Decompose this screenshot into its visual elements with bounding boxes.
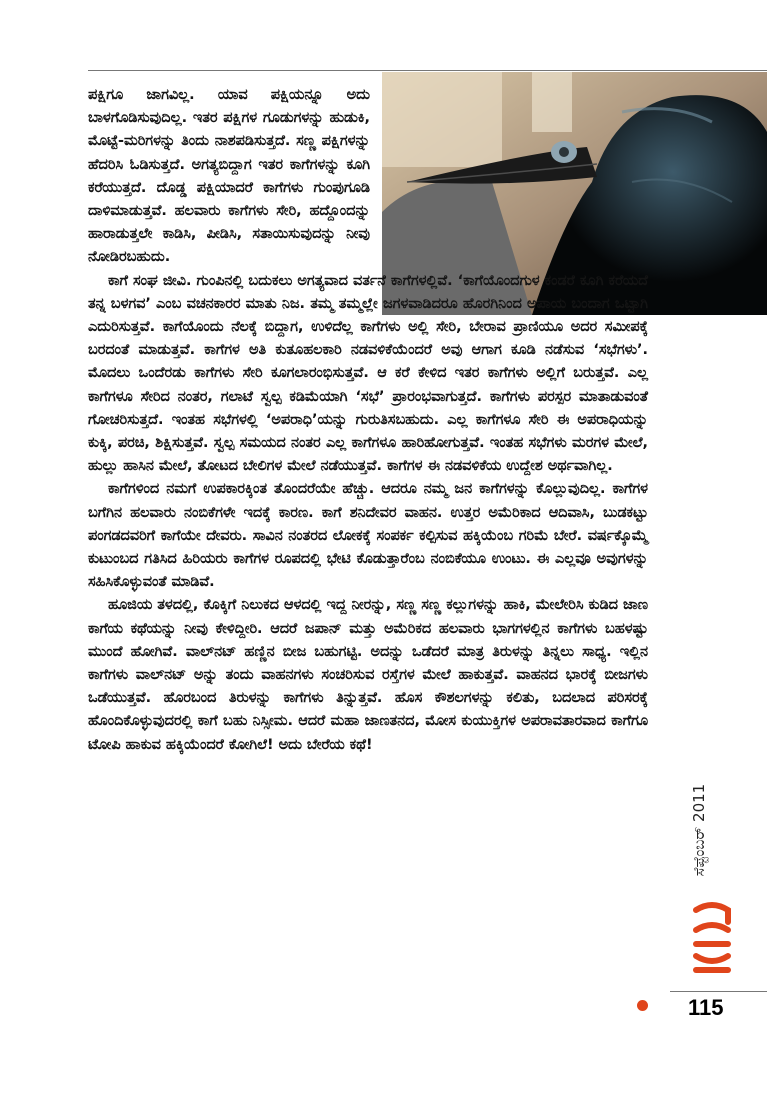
paragraph-crow-society-start: ಕಾಗೆ ಸಂಘ ಜೀವಿ. ಗುಂಪಿನಲ್ಲಿ ಬದುಕಲು [108, 272, 293, 289]
paragraph-beliefs: ಕಾಗೆಗಳಿಂದ ನಮಗೆ ಉಪಕಾರಕ್ಕಿಂತ ತೊಂದರೆಯೇ ಹೆಚ್ಚು. ಆದರೂ ನಮ್ಮ ಜನ ಕಾಗೆಗಳನ್ನು ಕೊಲ್ಲುವುದಿಲ್ಲ. ಕಾಗೆಗಳ ಬಗೆಗಿನ ಹಲವಾರು ನಂಬಿಕೆಗಳೇ ಇದಕ್ಕೆ ಕಾರಣ. ಕಾಗೆ ಶನಿದೇವರ ವಾಹನ. ಉತ್ತರ ಅಮೆರಿಕಾದ ಆದಿವಾಸಿ, ಬುಡಕಟ್ಟು ಪಂಗಡದವರಿಗೆ ಕಾಗೆಯೇ ದೇವರು. ಸಾವಿನ ನಂತರದ ಲೋಕಕ್ಕೆ ಸಂಪರ್ಕ ಕಲ್ಪಿಸುವ ಹಕ್ಕಿಯೆಂಬ ಗರಿಮೆ ಬೇರೆ. ವರ್ಷಕ್ಕೊಮ್ಮೆ ಕುಟುಂಬದ ಗತಿಸಿದ ಹಿರಿಯರು ಕಾಗೆಗಳ ರೂಪದಲ್ಲಿ ಭೇಟಿ ಕೊಡುತ್ತಾರೆಂಬ ನಂಬಿಕೆಯೂ ಉಂಟು. ಈ ಎಲ್ಲವೂ ಅವುಗಳನ್ನು ಸಹಿಸಿಕೊಳ್ಳುವಂತೆ ಮಾಡಿವೆ. [88, 481, 648, 591]
paragraph-crow-society [88, 270, 648, 479]
issue-date [689, 770, 709, 890]
footer-rule [670, 991, 767, 992]
article-body [88, 84, 648, 757]
paragraph-crow-society-rest: ಅಗತ್ಯವಾದ ವರ್ತನೆ ಕಾಗೆಗಳಲ್ಲಿವೆ. ‘ಕಾಗೆಯೊಂದಗುಳ ಕಂಡರೆ ಕೂಗಿ ಕರೆಯದೆ ತನ್ನ ಬಳಗವ’ ಎಂಬ ವಚನಕಾರರ ಮಾತು ನಿಜ. ತಮ್ಮ ತಮ್ಮಲ್ಲೇ ಜಗಳವಾಡಿದರೂ ಹೊರಗಿನಿಂದ ಅಪಾಯ ಬಂದಾಗ ಒಟ್ಟಾಗಿ ಎದುರಿಸುತ್ತವೆ. ಕಾಗೆಯೊಂದು ನೆಲಕ್ಕೆ ಬಿದ್ದಾಗ, ಉಳಿದೆಲ್ಲ ಕಾಗೆಗಳು ಅಲ್ಲಿ ಸೇರಿ, ಬೇರಾವ ಪ್ರಾಣಿಯೂ ಅದರ ಸಮೀಪಕ್ಕೆ ಬರದಂತೆ ಮಾಡುತ್ತವೆ. ಕಾಗೆಗಳ ಅತಿ ಕುತೂಹಲಕಾರಿ ನಡವಳಿಕೆಯೆಂದರೆ ಅವು ಆಗಾಗ ಕೂಡಿ ನಡೆಸುವ ‘ಸಭೆಗಳು’. ಮೊದಲು ಒಂದೆರಡು ಕಾಗೆಗಳು ಸೇರಿ ಕೂಗಲಾರಂಭಿಸುತ್ತವೆ. ಆ ಕರೆ ಕೇಳಿದ ಇತರ ಕಾಗೆಗಳು ಅಲ್ಲಿಗೆ ಬರುತ್ತವೆ. ಎಲ್ಲ ಕಾಗೆಗಳೂ ಸೇರಿದ ನಂತರ, ಗಲಾಟೆ ಸ್ವಲ್ಪ ಕಡಿಮೆಯಾಗಿ ‘ಸಭೆ’ ಪ್ರಾರಂಭವಾಗುತ್ತದೆ. ಕಾಗೆಗಳು ಪರಸ್ಪರ ಮಾತಾಡುವಂತೆ ಗೋಚರಿಸುತ್ತದೆ. ಇಂತಹ ಸಭೆಗಳಲ್ಲಿ ‘ಅಪರಾಧಿ’ಯನ್ನು ಗುರುತಿಸಬಹುದು. ಎಲ್ಲ ಕಾಗೆಗಳೂ ಸೇರಿ ಈ ಅಪರಾಧಿಯನ್ನು ಕುಕ್ಕಿ, ಪರಚಿ, ಶಿಕ್ಷಿಸುತ್ತವೆ. ಸ್ವಲ್ಪ ಸಮಯದ ನಂತರ ಎಲ್ಲ ಕಾಗೆಗಳೂ ಹಾರಿಹೋಗುತ್ತವೆ. ಇಂತಹ ಸಭೆಗಳು ಮರಗಳ ಮೇಲೆ, ಹುಲ್ಲು ಹಾಸಿನ ಮೇಲೆ, ತೋಟದ ಬೇಲಿಗಳ ಮೇಲೆ ನಡೆಯುತ್ತವೆ. ಕಾಗೆಗಳ ಈ ನಡವಳಿಕೆಯ ಉದ್ದೇಶ ಅರ್ಥವಾಗಿಲ್ಲ. [88, 272, 648, 475]
paragraph-intro: ಪಕ್ಷಿಗೂ ಜಾಗವಿಲ್ಲ. ಯಾವ ಪಕ್ಷಿಯನ್ನೂ ಅದು ಬಾಳಗೊಡಿಸುವುದಿಲ್ಲ. ಇತರ ಪಕ್ಷಿಗಳ ಗೂಡುಗಳನ್ನು ಹುಡುಕಿ, ಮೊಟ್ಟೆ-ಮರಿಗಳನ್ನು ತಿಂದು ನಾಶಪಡಿಸುತ್ತದೆ. ಸಣ್ಣ ಪಕ್ಷಿಗಳನ್ನು ಹೆದರಿಸಿ ಓಡಿಸುತ್ತದೆ. ಅಗತ್ಯಬಿದ್ದಾಗ ಇತರ ಕಾಗೆಗಳನ್ನು ಕೂಗಿ ಕರೆಯುತ್ತದೆ. ದೊಡ್ಡ ಪಕ್ಷಿಯಾದರೆ ಕಾಗೆಗಳು ಗುಂಪುಗೂಡಿ ದಾಳಿಮಾಡುತ್ತವೆ. ಹಲವಾರು ಕಾಗೆಗಳು ಸೇರಿ, ಹದ್ದೊಂದನ್ನು ಹಾರಾಡುತ್ತಲೇ ಕಾಡಿಸಿ, ಪೀಡಿಸಿ, ಸತಾಯಿಸುವುದನ್ನು ನೀವು ನೋಡಿರಬಹುದು. [88, 87, 370, 266]
paragraph-walnut: ಹೂಜಿಯ ತಳದಲ್ಲಿ, ಕೊಕ್ಕಿಗೆ ನಿಲುಕದ ಆಳದಲ್ಲಿ ಇದ್ದ ನೀರನ್ನು, ಸಣ್ಣ ಸಣ್ಣ ಕಲ್ಲುಗಳನ್ನು ಹಾಕಿ, ಮೇಲೇರಿಸಿ ಕುಡಿದ ಜಾಣ ಕಾಗೆಯ ಕಥೆಯನ್ನು ನೀವು ಕೇಳಿದ್ದೀರಿ. ಆದರೆ ಜಪಾನ್ ಮತ್ತು ಅಮೆರಿಕದ ಹಲವಾರು ಭಾಗಗಳಲ್ಲಿನ ಕಾಗೆಗಳು ಬಹಳಷ್ಟು ಮುಂದೆ ಹೋಗಿವೆ. ವಾಲ್‌ನಟ್ ಹಣ್ಣಿನ ಬೀಜ ಬಹುಗಟ್ಟಿ. ಅದನ್ನು ಒಡೆದರೆ ಮಾತ್ರ ತಿರುಳನ್ನು ತಿನ್ನಲು ಸಾಧ್ಯ. ಇಲ್ಲಿನ ಕಾಗೆಗಳು ವಾಲ್‌ನಟ್ ಅನ್ನು ತಂದು ವಾಹನಗಳು ಸಂಚರಿಸುವ ರಸ್ತೆಗಳ ಮೇಲೆ ಹಾಕುತ್ತವೆ. ವಾಹನದ ಭಾರಕ್ಕೆ ಬೀಜಗಳು ಒಡೆಯುತ್ತವೆ. ಹೊರಬಂದ ತಿರುಳನ್ನು ಕಾಗೆಗಳು ತಿನ್ನುತ್ತವೆ. ಹೊಸ ಕೌಶಲಗಳನ್ನು ಕಲಿತು, ಬದಲಾದ ಪರಿಸರಕ್ಕೆ ಹೊಂದಿಕೊಳ್ಳುವುದರಲ್ಲಿ ಕಾಗೆ ಬಹು ನಿಸ್ಸೀಮ. ಆದರೆ ಮಹಾ ಜಾಣತನದ, ಮೋಸ ಕುಯುಕ್ತಿಗಳ ಅಪರಾವತಾರವಾದ ಕಾಗೆಗೂ ಟೋಪಿ ಹಾಕುವ ಹಕ್ಕಿಯೆಂದರೆ ಕೋಗಿಲೆ! ಅದು ಬೇರೆಯ ಕಥೆ! [88, 597, 648, 753]
page-number: 115 [688, 995, 724, 1020]
accent-dot [637, 1000, 648, 1011]
top-rule [88, 70, 767, 71]
magazine-logo [688, 900, 736, 978]
issue-date-text: ಸೆಪ್ಟೆಂಬರ್ 2011 [690, 783, 708, 877]
